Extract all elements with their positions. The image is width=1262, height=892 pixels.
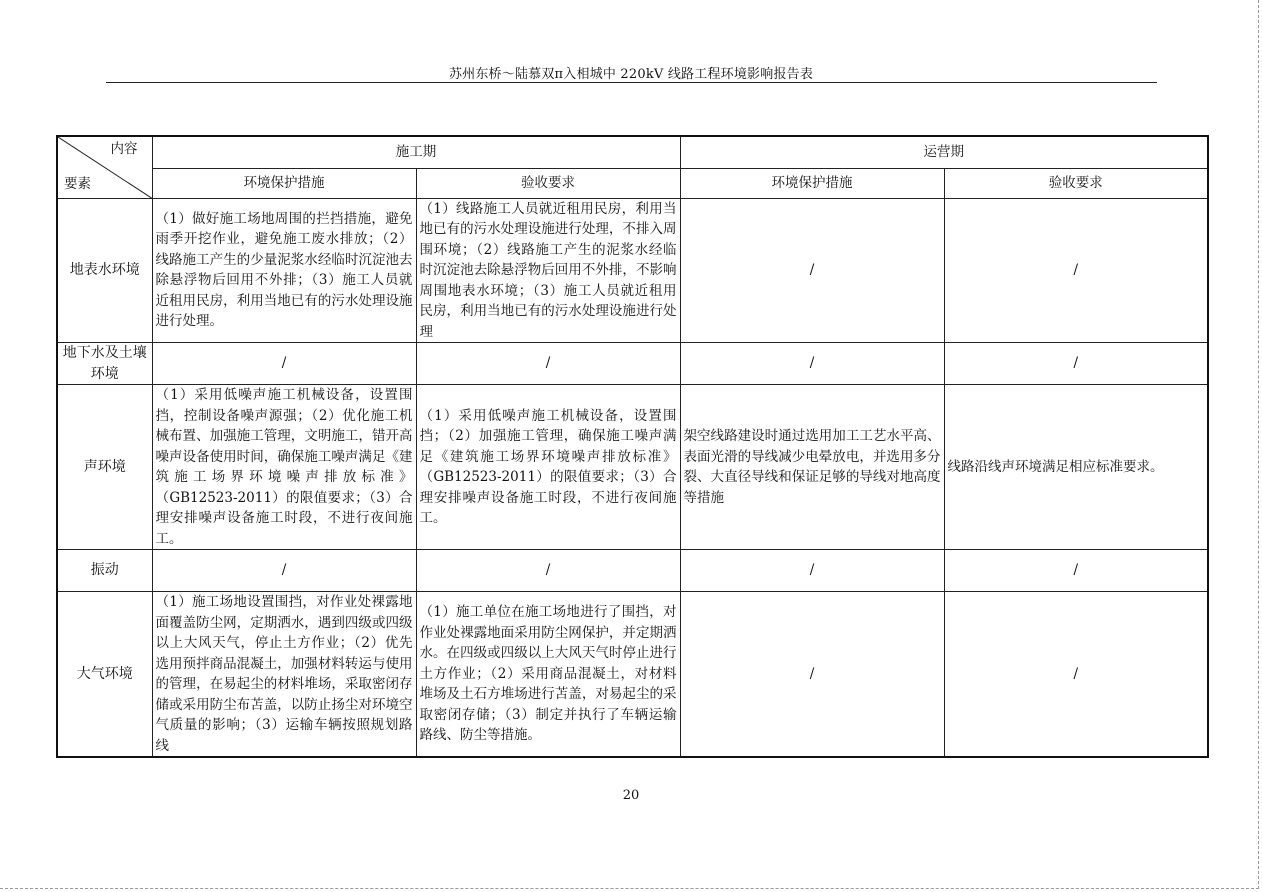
row-element-label: 大气环境 [57,592,152,758]
operation-acceptance-cell: / [944,550,1208,592]
table-row [57,550,1208,592]
construction-acceptance-header: 验收要求 [416,168,680,198]
phase-construction-header: 施工期 [152,136,680,168]
operation-acceptance-cell: / [944,198,1208,343]
construction-acceptance-cell: （1）施工单位在施工场地进行了围挡，对作业处裸露地面采用防尘网保护，并定期洒水。在四级或四级以上大风天气时停止进行土方作业；（2）采用商品混凝土，对材料堆场及土石方堆场进行苫盖，对易起尘的采取密闭存储；（3）制定并执行了车辆运输路线、防尘等措施。 [416,592,680,758]
construction-acceptance-cell: / [416,550,680,592]
environmental-measures-table [56,135,1209,758]
construction-measures-cell: / [152,550,416,592]
construction-measures-cell: （1）做好施工场地周围的拦挡措施，避免雨季开挖作业，避免施工废水排放；（2）线路施工产生的少量泥浆水经临时沉淀池去除悬浮物后回用不外排；（3）施工人员就近租用民房，利用当地已有的污水处理设施进行处理。 [152,198,416,343]
operation-measures-cell: 架空线路建设时通过选用加工工艺水平高、表面光滑的导线减少电晕放电，并选用多分裂、大直径导线和保证足够的导线对地高度等措施 [680,385,944,550]
corner-element-label: 要素 [64,176,91,192]
table-row [57,198,1208,343]
operation-acceptance-header: 验收要求 [944,168,1208,198]
table-row [57,343,1208,385]
table-row [57,385,1208,550]
corner-content-label: 内容 [110,141,138,157]
construction-measures-cell: （1）施工场地设置围挡，对作业处裸露地面覆盖防尘网，定期洒水，遇到四级或四级以上大风天气，停止土方作业；（2）优先选用预拌商品混凝土，加强材料转运与使用的管理，在易起尘的材料堆场，采取密闭存储或采用防尘布苫盖，以防止扬尘对环境空气质量的影响；（3）运输车辆按照规划路线 [152,592,416,758]
operation-acceptance-cell: 线路沿线声环境满足相应标准要求。 [944,385,1208,550]
operation-acceptance-cell: / [944,343,1208,385]
phase-operation-header: 运营期 [680,136,1208,168]
row-element-label: 声环境 [57,385,152,550]
table-row [57,592,1208,758]
row-element-label: 地表水环境 [57,198,152,343]
row-element-label: 地下水及土壤环境 [57,343,152,385]
operation-measures-cell: / [680,592,944,758]
operation-measures-cell: / [680,343,944,385]
construction-acceptance-cell: / [416,343,680,385]
construction-measures-header: 环境保护措施 [152,168,416,198]
construction-acceptance-cell: （1）线路施工人员就近租用民房，利用当地已有的污水处理设施进行处理，不排入周围环境；（2）线路施工产生的泥浆水经临时沉淀池去除悬浮物后回用不外排，不影响周围地表水环境；（3）施工人员就近租用民房，利用当地已有的污水处理设施进行处理 [416,198,680,343]
table-header-row [57,136,1208,168]
construction-measures-cell: / [152,343,416,385]
operation-measures-cell: / [680,550,944,592]
header-rule [106,82,1157,83]
construction-measures-cell: （1）采用低噪声施工机械设备，设置围挡，控制设备噪声源强；（2）优化施工机械布置、加强施工管理，文明施工，错开高噪声设备使用时间，确保施工噪声满足《建筑施工场界环境噪声排放标准》（GB12523-2011）的限值要求；（3）合理安排噪声设备施工时段，不进行夜间施工。 [152,385,416,550]
operation-measures-header: 环境保护措施 [680,168,944,198]
operation-acceptance-cell: / [944,592,1208,758]
row-element-label: 振动 [57,550,152,592]
table-subheader-row [57,168,1208,198]
corner-diagonal-cell [57,136,152,198]
operation-measures-cell: / [680,198,944,343]
construction-acceptance-cell: （1）采用低噪声施工机械设备，设置围挡；（2）加强施工管理，确保施工噪声满足《建筑施工场界环境噪声排放标准》（GB12523-2011）的限值要求；（3）合理安排噪声设备施工时段，不进行夜间施工。 [416,385,680,550]
page-header-title: 苏州东桥～陆慕双π入相城中 220kV 线路工程环境影响报告表 [448,67,814,82]
page-number: 20 [622,788,640,803]
